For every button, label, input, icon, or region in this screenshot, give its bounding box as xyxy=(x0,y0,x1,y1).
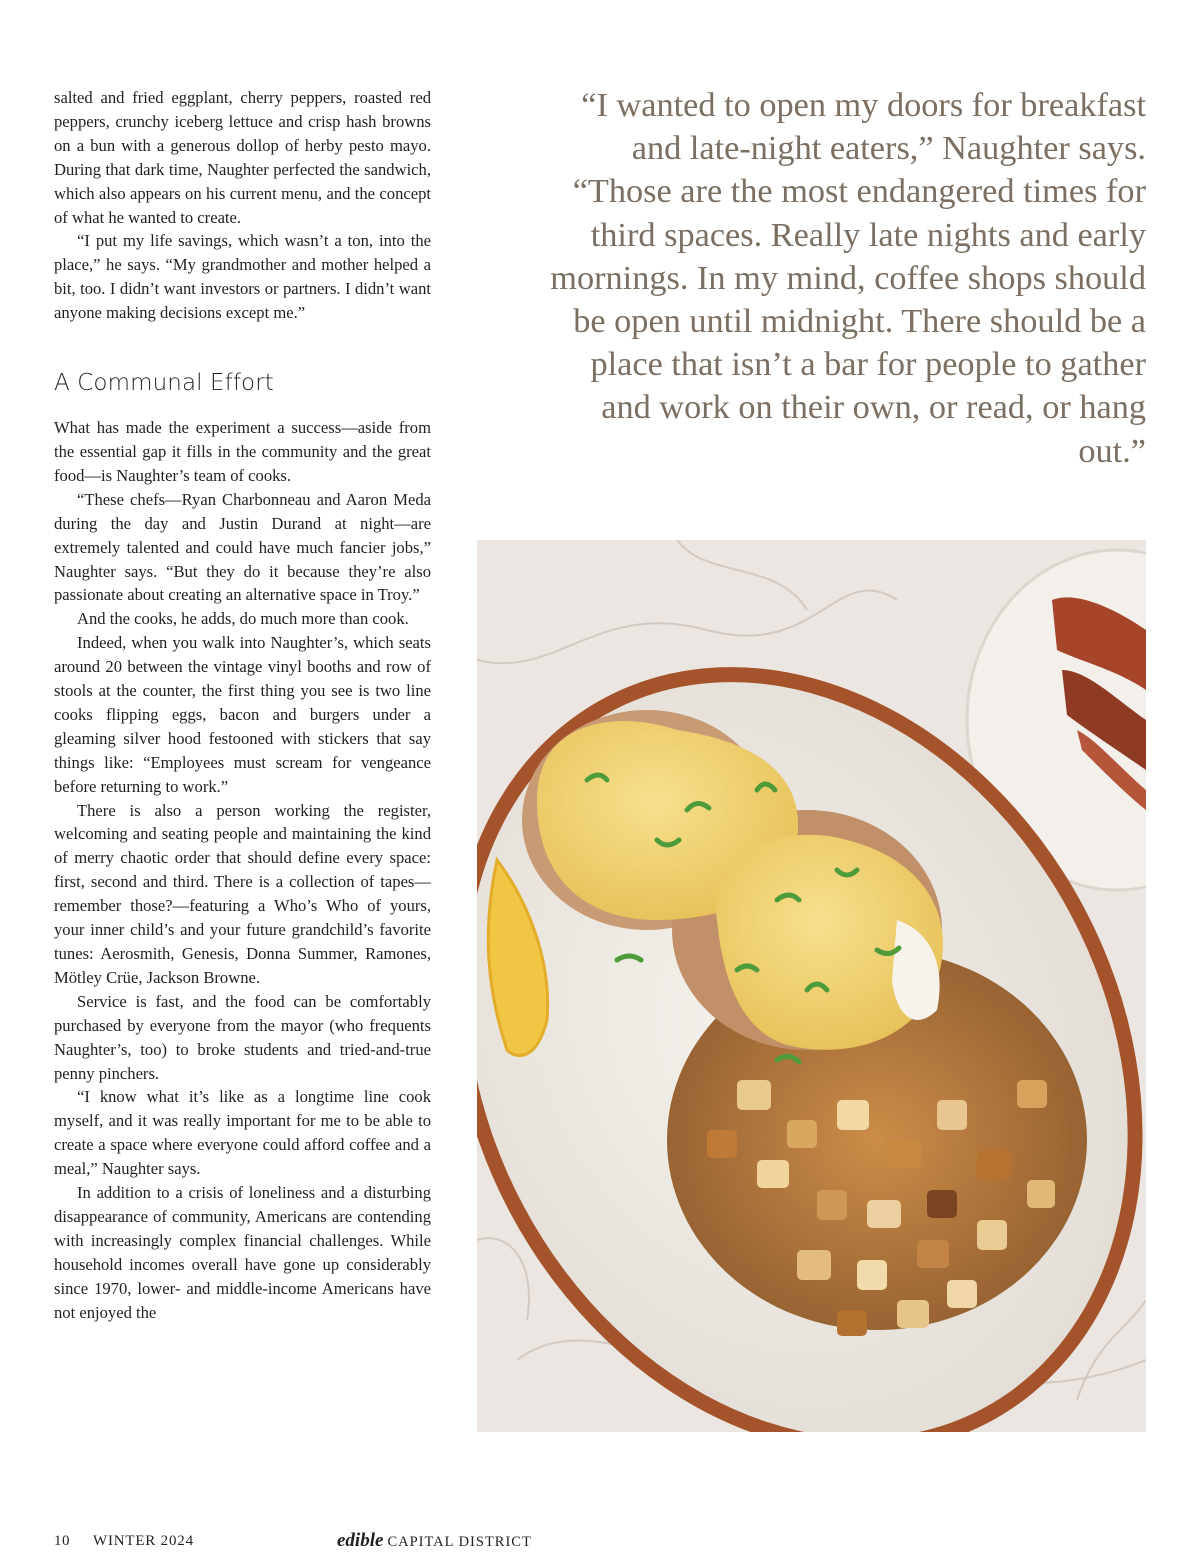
page-number: 10 xyxy=(54,1533,70,1549)
food-illustration xyxy=(477,540,1146,1432)
body-paragraph: In addition to a crisis of loneliness and a disturbing disappearance of community, Americans are contending with increasingly complex financial challenges. While household incomes overall have gone up considerably since 1970, lower- and middle-income Americans have not enjoyed the xyxy=(54,1183,431,1322)
body-paragraph: salted and fried eggplant, cherry peppers, roasted red peppers, crunchy iceberg lettuce and crisp hash browns on a bun with a generous dollop of herby pesto mayo. During that dark time, Naughter perfected the sandwich, which also appears on his current menu, and the concept of what he wanted to create. xyxy=(54,88,431,227)
body-paragraph: Service is fast, and the food can be comfortably purchased by everyone from the mayor (who frequents Naughter’s, too) to broke students and tried-and-true penny pinchers. xyxy=(54,991,431,1083)
body-paragraph: There is also a person working the register, welcoming and seating people and maintaining the kind of merry chaotic order that should define every space: first, second and third. There is a collection of tapes—remember those?—featuring a Who’s Who of yours, your inner child’s and your future grandchild’s favorite tunes: Aerosmith, Genesis, Donna Summer, Ramones, Mötley Crüe, Jackson Browne. xyxy=(54,800,431,987)
body-paragraph: And the cooks, he adds, do much more than cook. xyxy=(77,609,409,629)
body-paragraph: “I put my life savings, which wasn’t a ton, into the place,” he says. “My grandmother and mother helped a bit, too. I didn’t want investors or partners. I didn’t want anyone making decisions except me.” xyxy=(54,231,431,323)
brand-script: edible xyxy=(337,1530,384,1551)
section-heading: A Communal Effort xyxy=(54,370,274,397)
pull-quote: “I wanted to open my doors for breakfast and late-night eaters,” Naughter says. “Those are the most endangered times for third spaces. Really late nights and early mornings. In my mind, coffee shops should be open until midnight. There should be a place that isn’t a bar for people to gather and work on their own, or read, or hang out.” xyxy=(550,86,1146,470)
body-paragraph: “I know what it’s like as a longtime line cook myself, and it was really important for me to be able to create a space where everyone could afford coffee and a meal,” Naughter says. xyxy=(54,1087,431,1179)
body-text-column xyxy=(54,86,431,1325)
issue-date: WINTER 2024 xyxy=(93,1533,194,1549)
brand-region: CAPITAL DISTRICT xyxy=(387,1534,532,1550)
body-paragraph: What has made the experiment a success—aside from the essential gap it fills in the community and the great food—is Naughter’s team of cooks. xyxy=(54,418,431,485)
eggs-benedict-photo xyxy=(477,540,1146,1432)
body-paragraph: “These chefs—Ryan Charbonneau and Aaron Meda during the day and Justin Durand at night—are extremely talented and could have much fancier jobs,” Naughter says. “But they do it because they’re also passionate about creating an alternative space in Troy.” xyxy=(54,489,431,605)
body-paragraph: Indeed, when you walk into Naughter’s, which seats around 20 between the vintage vinyl booths and row of stools at the counter, the first thing you see is two line cooks flipping eggs, bacon and burgers under a gleaming silver hood festooned with stickers that say things like: “Employees must scream for vengeance before returning to work.” xyxy=(54,633,431,796)
publication-brand xyxy=(337,1530,532,1552)
